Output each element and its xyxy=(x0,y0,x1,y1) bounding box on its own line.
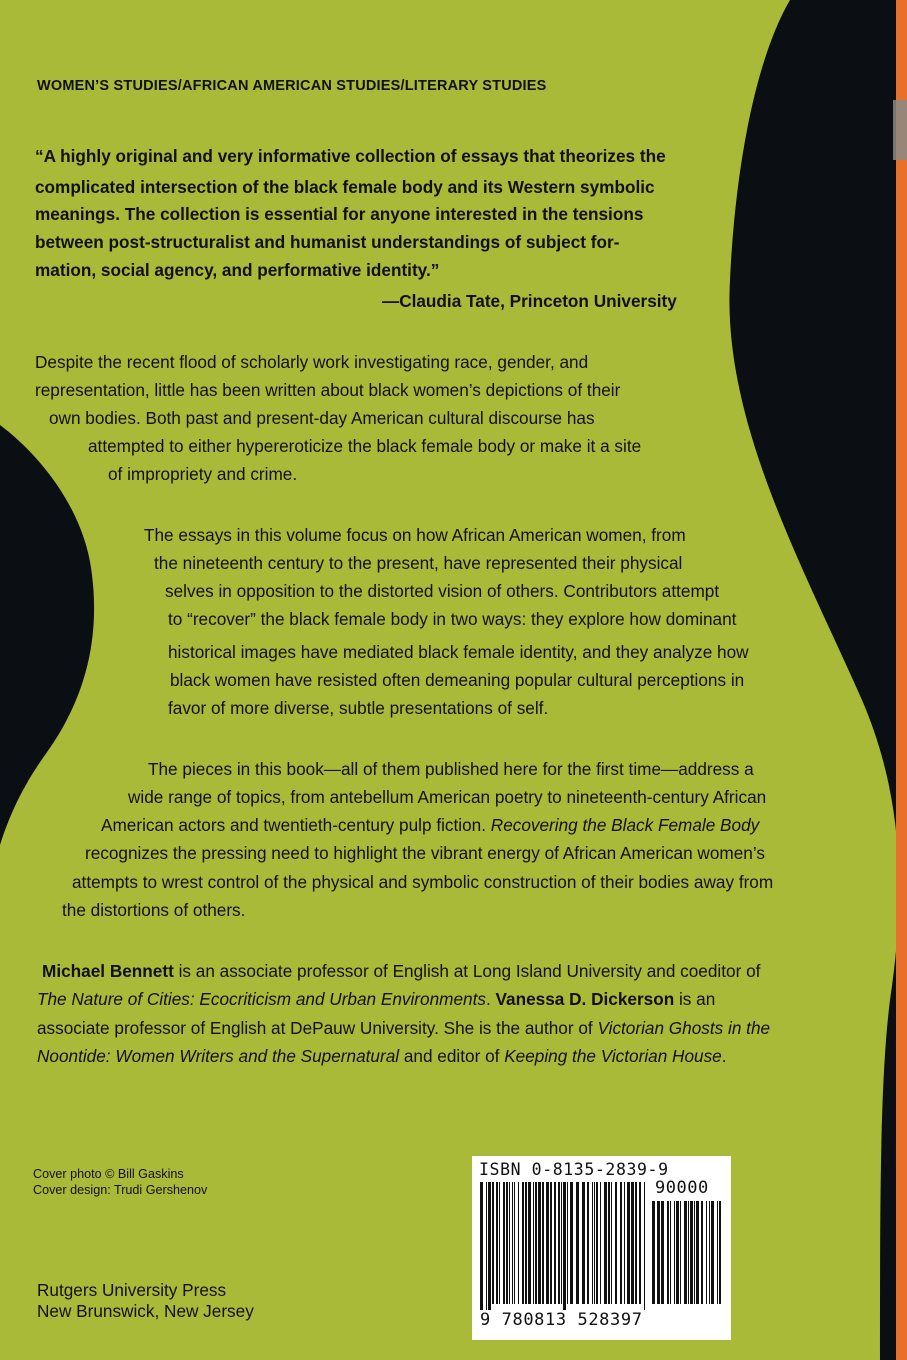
body-line: the distortions of others. xyxy=(62,900,246,920)
barcode-bar xyxy=(567,1182,568,1304)
barcode-bar xyxy=(657,1201,660,1304)
barcode-bar xyxy=(701,1201,703,1304)
body-text: American actors and twentieth-century pulp fiction. xyxy=(101,815,491,835)
barcode-bar xyxy=(570,1182,573,1304)
barcode-bar xyxy=(667,1201,669,1304)
ean-number: 9 780813 528397 xyxy=(480,1310,643,1330)
barcode-bar xyxy=(525,1182,527,1304)
barcode-bar xyxy=(506,1182,508,1304)
barcode-bar xyxy=(528,1182,531,1304)
barcode-bar xyxy=(512,1182,513,1304)
body-line: Despite the recent flood of scholarly work investigating race, gender, and xyxy=(35,352,589,372)
barcode-bar xyxy=(503,1182,505,1304)
barcode-bar xyxy=(492,1182,494,1304)
cover-photo-credit: Cover photo © Bill Gaskins xyxy=(33,1167,184,1181)
body-line: the nineteenth century to the present, have represented their physical xyxy=(154,553,683,573)
barcode-bar xyxy=(594,1182,595,1304)
barcode-bar xyxy=(706,1201,707,1304)
cover-design-credit: Cover design: Trudi Gershenov xyxy=(33,1183,208,1197)
barcode-bar xyxy=(620,1182,622,1304)
cover-credits xyxy=(33,1166,207,1198)
body-line: black women have resisted often demeaning popular cultural perceptions in xyxy=(170,670,745,690)
barcode-bar xyxy=(624,1182,625,1304)
barcode-bar xyxy=(596,1182,598,1304)
quote-line: complicated intersection of the black female body and its Western symbolic xyxy=(35,177,655,197)
barcode-bar xyxy=(676,1201,679,1304)
bio-text: is an xyxy=(674,989,716,1009)
quote-line: mation, social agency, and performative identity.” xyxy=(35,260,440,280)
barcode-bar xyxy=(550,1182,552,1304)
barcode-bar xyxy=(496,1182,498,1304)
barcode-bar xyxy=(561,1182,562,1304)
book-title: Keeping the Victorian House xyxy=(504,1046,722,1066)
barcode-bar xyxy=(611,1182,612,1304)
barcode-bar xyxy=(717,1201,718,1304)
barcode-bar xyxy=(719,1201,721,1304)
ean-barcode-bars xyxy=(480,1182,648,1312)
barcode-bar xyxy=(558,1182,560,1304)
barcode-bar xyxy=(639,1182,641,1304)
book-title: Victorian Ghosts in the xyxy=(597,1018,771,1038)
body-line: The pieces in this book—all of them published here for the first time—address a xyxy=(148,759,754,779)
barcode-bar xyxy=(600,1182,601,1304)
bio-text: . xyxy=(721,1046,727,1066)
isbn-barcode xyxy=(472,1156,731,1340)
barcode-bar xyxy=(680,1201,681,1304)
barcode-bar xyxy=(563,1182,566,1312)
quote-attribution: —Claudia Tate, Princeton University xyxy=(382,291,677,311)
barcode-bar xyxy=(480,1182,483,1312)
body-line: favor of more diverse, subtle presentations of self. xyxy=(168,698,549,718)
photo-sliver xyxy=(893,100,907,160)
quote-line: between post-structuralist and humanist understandings of subject for- xyxy=(35,232,620,252)
body-line: own bodies. Both past and present-day American cultural discourse has xyxy=(49,408,595,428)
addon-barcode-bars xyxy=(652,1201,724,1312)
orange-edge-stripe xyxy=(896,0,907,1360)
barcode-bar xyxy=(688,1201,689,1304)
barcode-bar xyxy=(592,1182,593,1304)
barcode-bar xyxy=(582,1182,585,1304)
barcode-bar xyxy=(604,1182,607,1304)
isbn-number: ISBN 0-8135-2839-9 xyxy=(479,1160,669,1179)
bio-text: and editor of xyxy=(399,1046,505,1066)
bio-text: associate professor of English at DePauw University. She is the author of xyxy=(37,1018,598,1038)
barcode-bar xyxy=(554,1182,556,1304)
barcode-bar xyxy=(488,1182,491,1312)
barcode-bar xyxy=(661,1201,664,1304)
barcode-bar xyxy=(690,1201,693,1304)
barcode-bar xyxy=(538,1182,541,1304)
book-title: The Nature of Cities: Ecocriticism and Urban Environments xyxy=(37,989,486,1009)
barcode-bar xyxy=(694,1201,695,1304)
body-line: historical images have mediated black female identity, and they analyze how xyxy=(168,642,749,662)
category-heading: WOMEN’S STUDIES/AFRICAN AMERICAN STUDIES/LITERARY STUDIES xyxy=(37,78,547,94)
body-line: selves in opposition to the distorted vision of others. Contributors attempt xyxy=(165,581,720,601)
barcode-bar xyxy=(674,1201,675,1304)
barcode-bar xyxy=(631,1182,634,1304)
barcode-bar xyxy=(514,1182,515,1304)
barcode-bar xyxy=(652,1201,655,1304)
barcode-bar xyxy=(509,1182,510,1304)
body-line: recognizes the pressing need to highlight the vibrant energy of African American women’s xyxy=(85,843,765,863)
bio-text: . xyxy=(485,989,496,1009)
body-line: to “recover” the black female body in two ways: they explore how dominant xyxy=(168,609,737,629)
author-name: Vanessa D. Dickerson xyxy=(495,989,675,1009)
barcode-bar xyxy=(711,1201,714,1304)
barcode-bar xyxy=(709,1201,710,1304)
quote-line: “A highly original and very informative collection of essays that theorizes the xyxy=(35,146,666,166)
body-line: attempted to either hypereroticize the black female body or make it a site xyxy=(88,436,642,456)
barcode-bar xyxy=(608,1182,610,1304)
book-title: Recovering the Black Female Body xyxy=(490,815,760,835)
barcode-bar xyxy=(486,1182,487,1312)
barcode-bar xyxy=(542,1182,544,1304)
barcode-bar xyxy=(546,1182,549,1304)
body-line: wide range of topics, from antebellum American poetry to nineteenth-century African xyxy=(128,787,767,807)
publisher-location: New Brunswick, New Jersey xyxy=(37,1301,254,1321)
barcode-bar xyxy=(670,1201,671,1304)
bio-line xyxy=(37,989,715,1010)
price-addon-number: 90000 xyxy=(655,1178,709,1198)
body-line: attempts to wrest control of the physical and symbolic construction of their bodies away from xyxy=(72,872,774,892)
barcode-bar xyxy=(644,1182,645,1312)
body-line xyxy=(101,815,759,836)
body-line: The essays in this volume focus on how African American women, from xyxy=(144,525,686,545)
barcode-bar xyxy=(535,1182,537,1304)
barcode-bar xyxy=(499,1182,500,1304)
publisher-name: Rutgers University Press xyxy=(37,1280,227,1300)
barcode-bar xyxy=(615,1182,617,1304)
barcode-bar xyxy=(635,1182,637,1304)
bio-line xyxy=(37,1018,770,1039)
body-line: representation, little has been written about black women’s depictions of their xyxy=(35,380,621,400)
book-title: Noontide: Women Writers and the Supernatural xyxy=(37,1046,400,1066)
publisher-block xyxy=(37,1280,254,1322)
barcode-bar xyxy=(684,1201,687,1304)
barcode-bar xyxy=(518,1182,519,1304)
barcode-bar xyxy=(576,1182,579,1304)
bio-line xyxy=(37,1046,727,1067)
barcode-bar xyxy=(696,1201,699,1304)
body-line: of impropriety and crime. xyxy=(108,464,298,484)
barcode-bar xyxy=(533,1182,534,1304)
barcode-bar xyxy=(587,1182,589,1304)
bio-text: is an associate professor of English at Long Island University and coeditor of xyxy=(173,961,761,981)
quote-line: meanings. The collection is essential for anyone interested in the tensions xyxy=(35,204,644,224)
barcode-bar xyxy=(627,1182,630,1304)
barcode-bar xyxy=(522,1182,524,1304)
bio-line xyxy=(42,961,760,982)
author-name: Michael Bennett xyxy=(42,961,174,981)
